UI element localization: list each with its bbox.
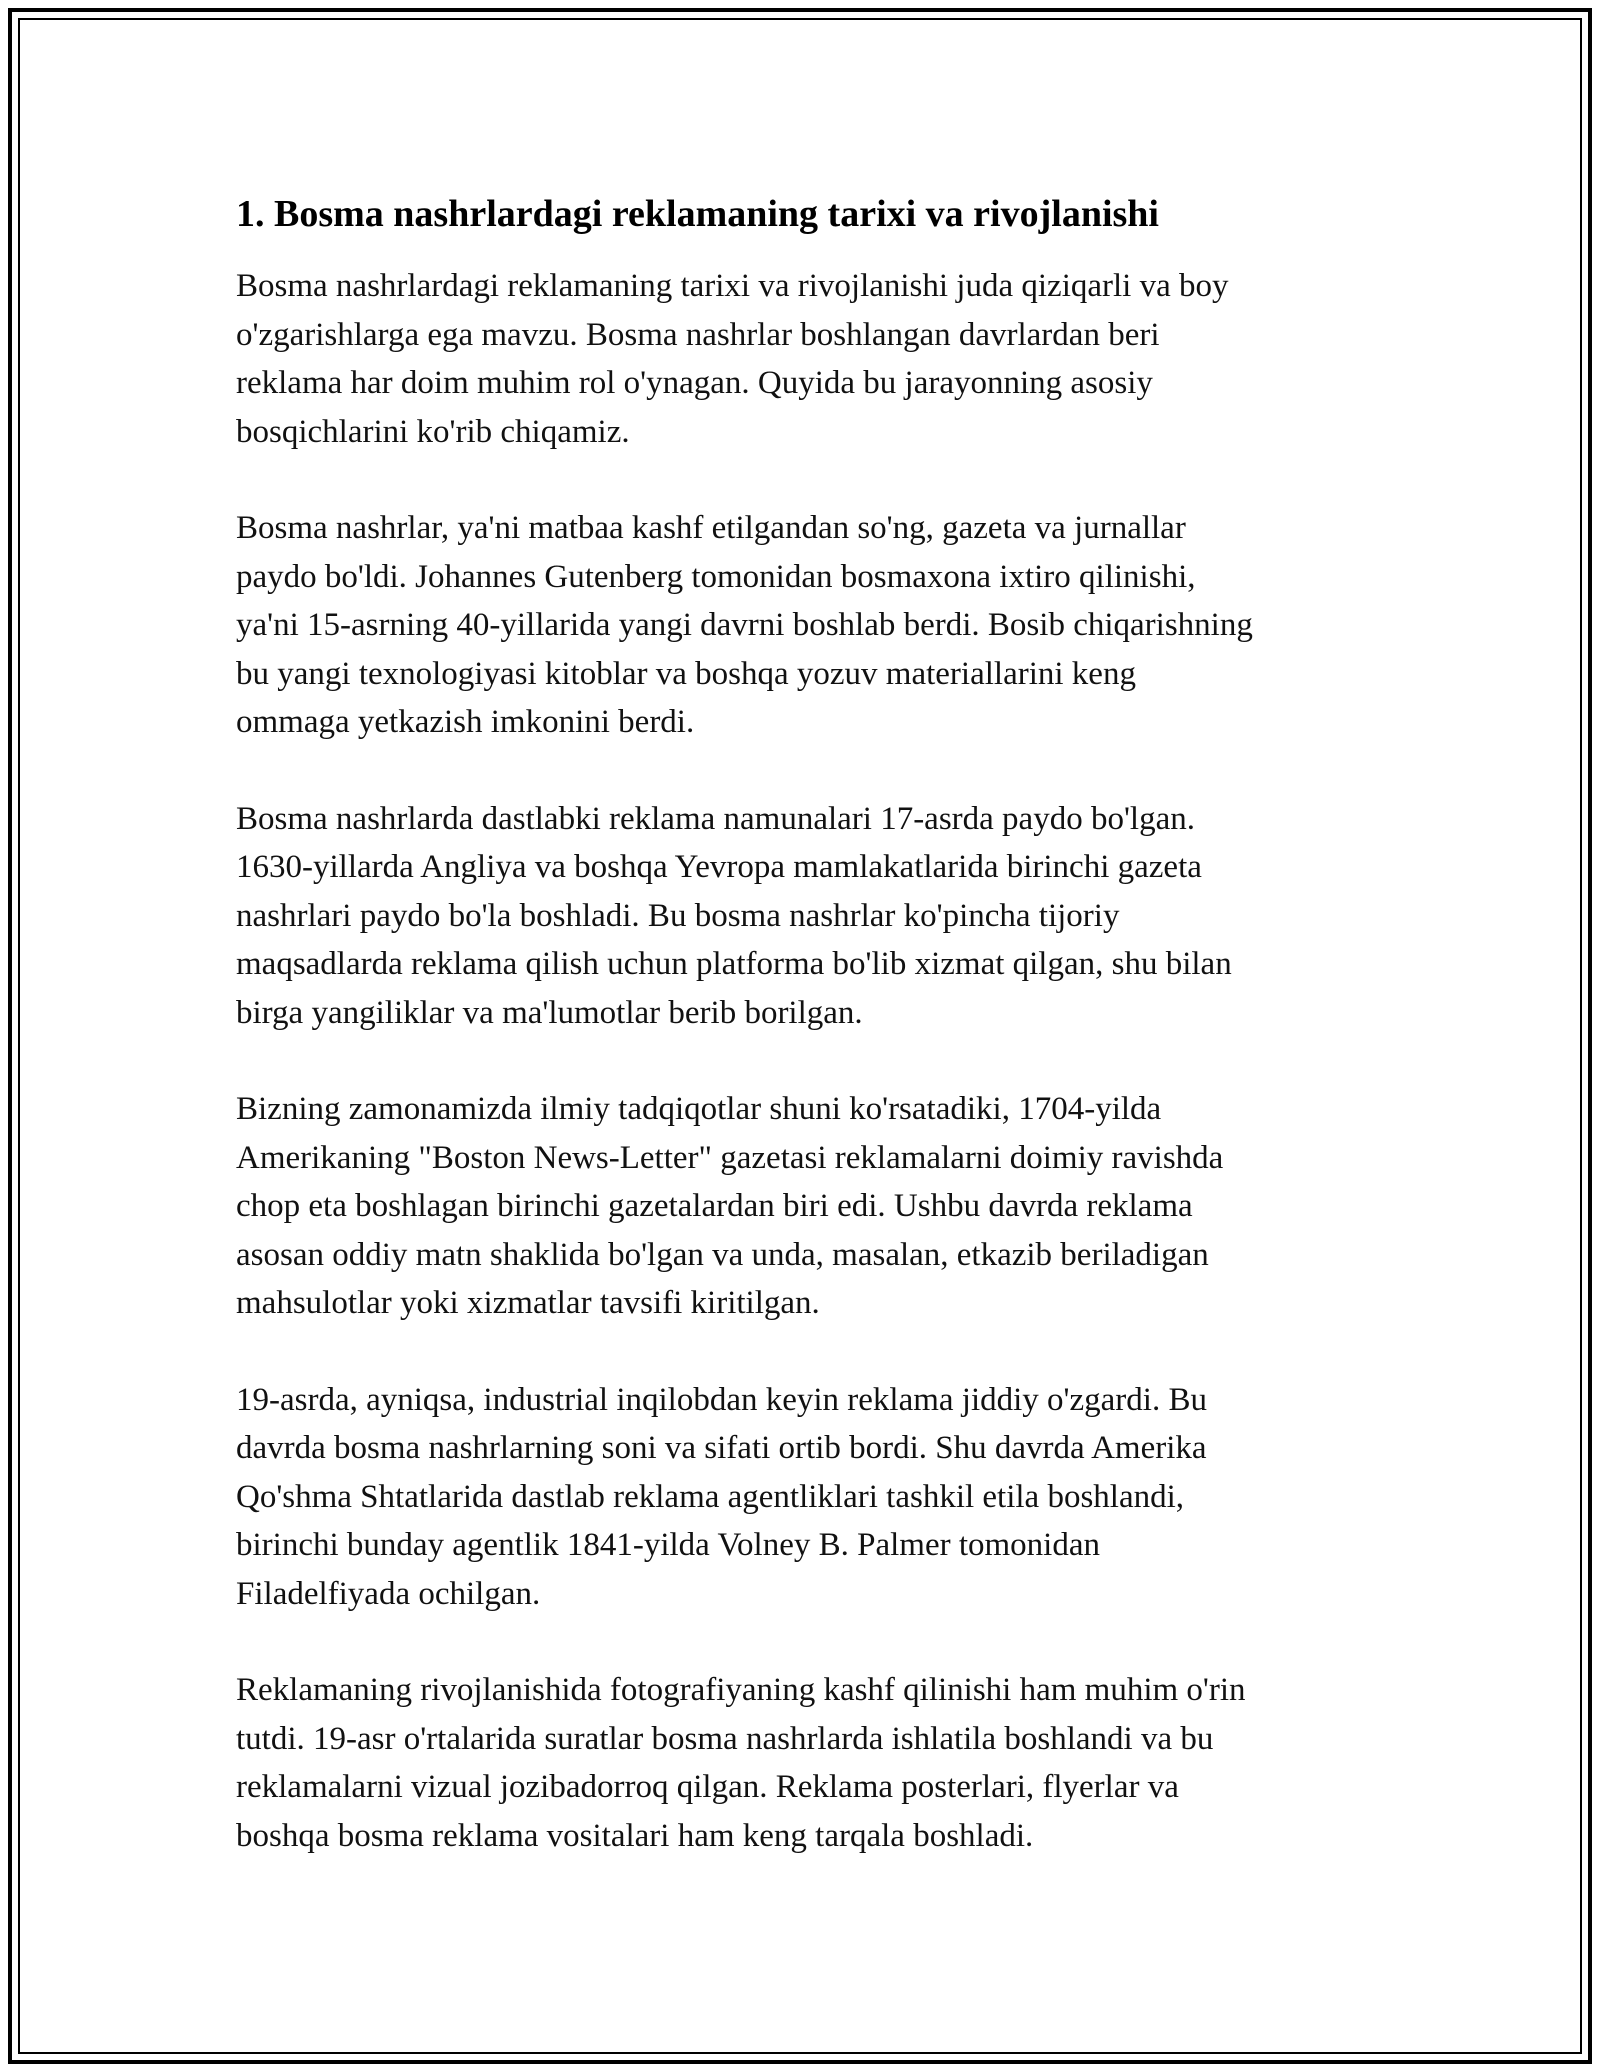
text-line: o'zgarishlarga ega mavzu. Bosma nashrlar boshlangan davrlardan beri [236,316,1160,353]
text-line: birga yangiliklar va ma'lumotlar berib borilgan. [236,994,863,1031]
text-line: Amerikaning "Boston News-Letter" gazetasi reklamalarni doimiy ravishda [236,1139,1224,1176]
text-line: reklamalarni vizual jozibadorroq qilgan. Reklama posterlari, flyerlar va [236,1769,1179,1805]
paragraph-4 [236,1085,1386,1328]
text-line: Bizning zamonamizda ilmiy tadqiqotlar shuni ko'rsatadiki, 1704-yilda [236,1091,1162,1127]
text-line: birinchi bunday agentlik 1841-yilda Volney B. Palmer tomonidan [236,1527,1100,1563]
text-line: ya'ni 15-asrning 40-yillarida yangi davrni boshlab berdi. Bosib chiqarishning [236,607,1253,643]
text-line: Bosma nashrlarda dastlabki reklama namunalari 17-asrda paydo bo'lgan. [236,800,1195,837]
text-line: Reklamaning rivojlanishida fotografiyaning kashf qilinishi ham muhim o'rin [236,1672,1246,1708]
text-line: Bosma nashrlardagi reklamaning tarixi va rivojlanishi juda qiziqarli va boy [236,268,1229,304]
text-line: tutdi. 19-asr o'rtalarida suratlar bosma nashrlarda ishlatila boshlandi va bu [236,1720,1214,1757]
text-line: davrda bosma nashrlarning soni va sifati ortib bordi. Shu davrda Amerika [236,1430,1207,1466]
text-line: bu yangi texnologiyasi kitoblar va boshqa yozuv materiallarini keng [236,655,1136,692]
paragraph-2 [236,504,1386,747]
text-line: maqsadlarda reklama qilish uchun platforma bo'lib xizmat qilgan, shu bilan [236,946,1232,982]
paragraph-3 [236,795,1386,1038]
text-line: Filadelfiyada ochilgan. [236,1575,541,1612]
text-line: 19-asrda, ayniqsa, industrial inqilobdan keyin reklama jiddiy o'zgardi. Bu [236,1381,1207,1418]
text-line: nashrlari paydo bo'la boshladi. Bu bosma nashrlar ko'pincha tijoriy [236,897,1120,934]
paragraph-1 [236,262,1386,456]
section-heading: 1. Bosma nashrlardagi reklamaning tarixi va rivojlanishi [236,193,1159,235]
text-line: ommaga yetkazish imkonini berdi. [236,704,695,740]
text-line: 1630-yillarda Angliya va boshqa Yevropa mamlakatlarida birinchi gazeta [236,849,1202,885]
text-line: Qo'shma Shtatlarida dastlab reklama agentliklari tashkil etila boshlandi, [236,1478,1185,1515]
text-line: asosan oddiy matn shaklida bo'lgan va unda, masalan, etkazib beriladigan [236,1236,1209,1273]
text-line: boshqa bosma reklama vositalari ham keng tarqala boshladi. [236,1817,1034,1854]
text-line: mahsulotlar yoki xizmatlar tavsifi kiritilgan. [236,1285,820,1321]
text-line: bosqichlarini ko'rib chiqamiz. [236,413,630,450]
text-line: Bosma nashrlar, ya'ni matbaa kashf etilgandan so'ng, gazeta va jurnallar [236,510,1186,546]
text-line: reklama har doim muhim rol o'ynagan. Quyida bu jarayonning asosiy [236,365,1153,401]
paragraph-5 [236,1376,1386,1619]
text-line: chop eta boshlagan birinchi gazetalardan biri edi. Ushbu davrda reklama [236,1188,1193,1224]
paragraph-6 [236,1666,1386,1860]
text-line: paydo bo'ldi. Johannes Gutenberg tomonidan bosmaxona ixtiro qilinishi, [236,558,1196,595]
document-body [236,186,1386,1908]
